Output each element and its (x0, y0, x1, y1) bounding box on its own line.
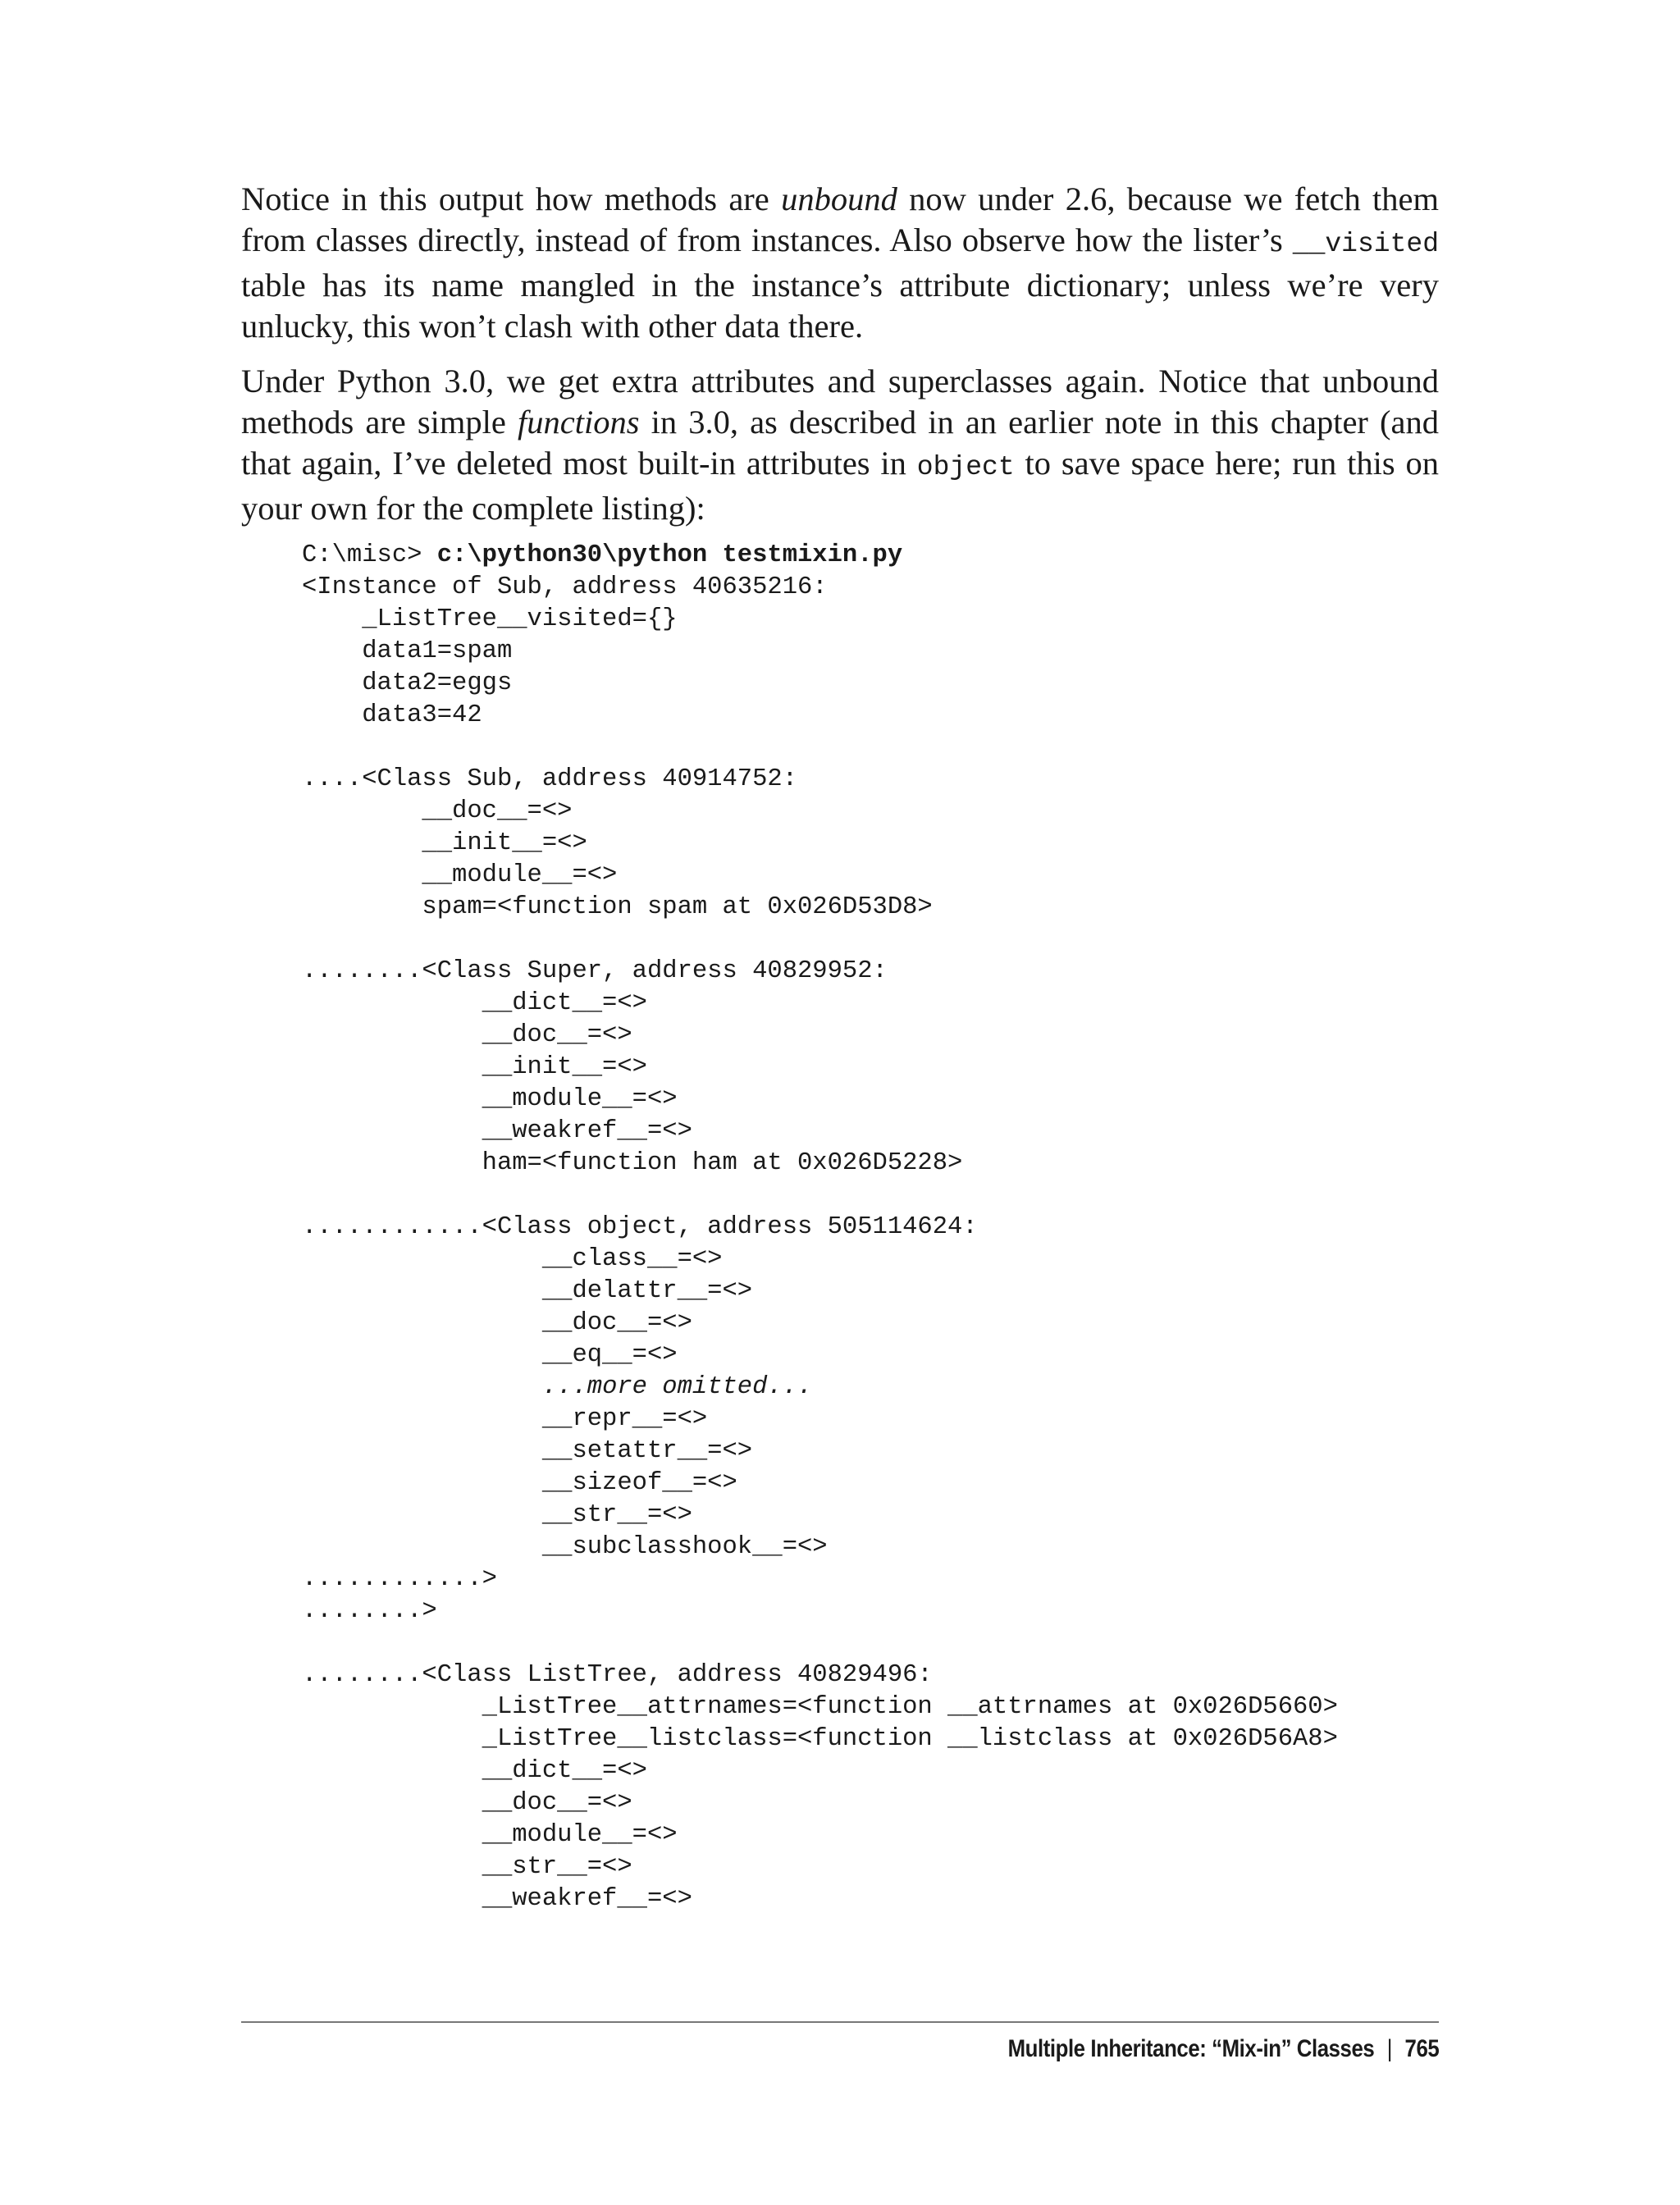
code-line-text: __doc__=<> (302, 1021, 632, 1049)
paragraph-1-inline-code: __visited (1292, 229, 1439, 259)
code-line (302, 924, 1450, 956)
code-line-text: __doc__=<> (302, 797, 573, 825)
paragraph-1-text-c: table has its name mangled in the instance’s attribute dictionary; unless we’re very unlucky, this won’t clash with other data there. (241, 267, 1439, 345)
code-line (302, 1084, 1450, 1116)
running-title: Multiple Inheritance: “Mix-in” Classes (1007, 2035, 1375, 2062)
code-line-text: __doc__=<> (302, 1309, 692, 1337)
code-line-text: __delattr__=<> (302, 1277, 753, 1305)
code-line-text: ............> (302, 1565, 497, 1593)
code-line (302, 828, 1450, 860)
code-line (302, 1404, 1450, 1436)
code-line (302, 1180, 1450, 1212)
paragraph-1 (241, 179, 1439, 347)
code-line-text: __init__=<> (302, 1053, 647, 1081)
code-line (302, 1436, 1450, 1468)
code-line (302, 1659, 1450, 1691)
paragraph-2 (241, 361, 1439, 529)
code-line-text: __eq__=<> (302, 1341, 678, 1369)
code-line-text: __subclasshook__=<> (302, 1533, 828, 1561)
code-line-text: __class__=<> (302, 1245, 723, 1273)
code-line-text: __str__=<> (302, 1501, 692, 1529)
paragraph-1-emphasis-unbound: unbound (781, 180, 897, 217)
paragraph-1-text-a: Notice in this output how methods are (241, 180, 782, 217)
code-command-line (302, 540, 1450, 572)
code-line-text: _ListTree__visited={} (302, 605, 678, 633)
code-line (302, 1340, 1450, 1372)
footer-separator: | (1386, 2035, 1392, 2062)
code-line (302, 1691, 1450, 1723)
code-line-text: __dict__=<> (302, 1757, 647, 1785)
code-line (302, 1212, 1450, 1244)
code-line (302, 1819, 1450, 1851)
paragraph-2-text-a: Under Python 3.0, we get extra attributes and superclasses again. Notice that unbound methods are simple (241, 363, 1439, 441)
code-line-text: _ListTree__listclass=<function __listclass at 0x026D56A8> (302, 1725, 1338, 1753)
code-line (302, 572, 1450, 604)
code-line-text: ........<Class ListTree, address 40829496: (302, 1661, 933, 1689)
code-omitted-note: ...more omitted... (541, 1373, 813, 1401)
footer-divider (241, 2021, 1439, 2023)
code-line-text: __weakref__=<> (302, 1117, 692, 1145)
code-line (302, 1500, 1450, 1532)
paragraph-2-emphasis-functions: functions (518, 404, 640, 441)
code-line-text: spam=<function spam at 0x026D53D8> (302, 893, 933, 921)
code-line (302, 796, 1450, 828)
code-line-text: <Instance of Sub, address 40635216: (302, 573, 828, 601)
code-line-text: ham=<function ham at 0x026D5228> (302, 1149, 963, 1177)
code-line-text: _ListTree__attrnames=<function __attrnames at 0x026D5660> (302, 1693, 1338, 1721)
code-line (302, 1723, 1450, 1755)
code-line (302, 764, 1450, 796)
code-line (302, 860, 1450, 892)
code-line (302, 700, 1450, 732)
code-command: c:\python30\python testmixin.py (436, 541, 903, 569)
code-line (302, 1468, 1450, 1500)
code-line-text: data3=42 (302, 701, 482, 729)
code-line (302, 1596, 1450, 1628)
code-line-text (302, 1373, 542, 1401)
code-line (302, 1851, 1450, 1883)
code-line-text: ........> (302, 1597, 437, 1625)
code-line (302, 892, 1450, 924)
paragraph-2-inline-code: object (916, 452, 1015, 482)
code-line-text: __sizeof__=<> (302, 1469, 737, 1497)
code-line-text: ............<Class object, address 505114624: (302, 1213, 978, 1241)
code-line (302, 1020, 1450, 1052)
code-line (302, 668, 1450, 700)
code-line (302, 1372, 1450, 1404)
code-prompt: C:\misc> (302, 541, 437, 569)
code-line-text: __setattr__=<> (302, 1437, 753, 1465)
page-number: 765 (1404, 2035, 1439, 2062)
code-line (302, 1052, 1450, 1084)
paragraph-2-text-b: in 3.0, as described in an earlier note in this chapter (and that again, I’ve deleted most built-in attributes in (241, 404, 1439, 482)
page-footer (1007, 2033, 1439, 2066)
code-line (302, 604, 1450, 636)
code-line (302, 732, 1450, 764)
code-line-text: __weakref__=<> (302, 1885, 692, 1913)
code-line (302, 1276, 1450, 1308)
code-line-text: __str__=<> (302, 1853, 632, 1881)
code-line-text: __doc__=<> (302, 1789, 632, 1817)
code-line (302, 1883, 1450, 1915)
code-line (302, 1564, 1450, 1596)
code-line (302, 1308, 1450, 1340)
code-line-text: __init__=<> (302, 829, 587, 857)
code-line-text: data2=eggs (302, 669, 513, 697)
code-line (302, 1628, 1450, 1659)
code-line (302, 1532, 1450, 1564)
code-line (302, 1755, 1450, 1787)
code-line-text: ........<Class Super, address 40829952: (302, 957, 888, 985)
code-line (302, 1116, 1450, 1148)
code-line-text: data1=spam (302, 637, 513, 665)
paragraph-2-text-c: to save space here; run this on your own for the complete listing): (241, 445, 1439, 527)
code-line-text: __module__=<> (302, 861, 618, 889)
code-line (302, 956, 1450, 988)
code-line-text: __dict__=<> (302, 989, 647, 1017)
code-line (302, 1787, 1450, 1819)
code-listing (302, 540, 1450, 1915)
code-line (302, 1244, 1450, 1276)
code-line (302, 988, 1450, 1020)
code-line-text: ....<Class Sub, address 40914752: (302, 765, 797, 793)
code-line-text: __module__=<> (302, 1821, 678, 1849)
code-line-text: __module__=<> (302, 1085, 678, 1113)
code-line (302, 636, 1450, 668)
paragraph-1-text-b: now under 2.6, because we fetch them from classes directly, instead of from instances. Also observe how the lister’s (241, 180, 1439, 258)
code-line (302, 1148, 1450, 1180)
code-line-text: __repr__=<> (302, 1405, 708, 1433)
